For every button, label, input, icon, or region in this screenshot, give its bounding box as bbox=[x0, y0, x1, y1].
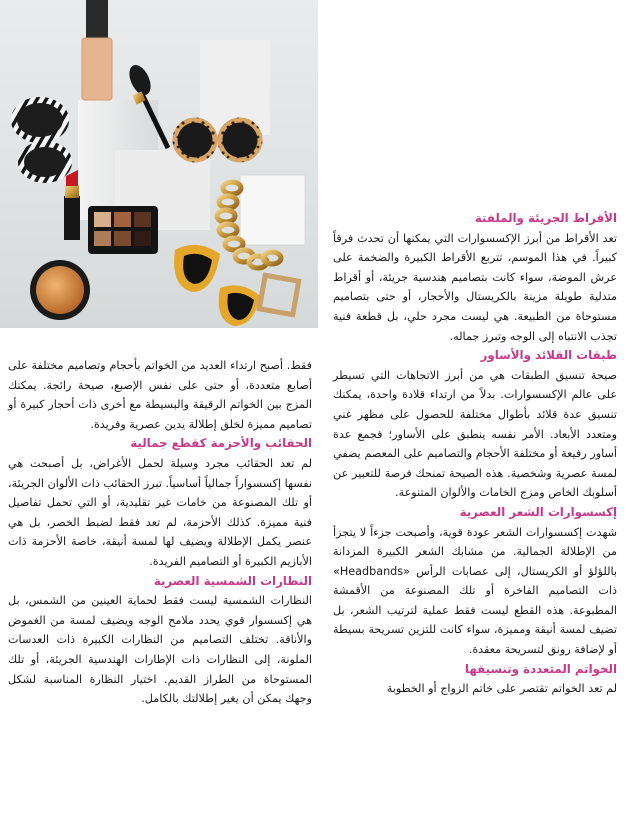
body-paragraph: النظارات الشمسية ليست فقط لحماية العينين من الشمس، بل هي إكسسوار قوي يحدد ملامح الوجه ويضيف لمسة من الغموض والأناقة. تختلف التصاميم من النظارات الكبيرة ذات العدسات الملونة، إلى النظارات ذات الإطارات الهندسية الجريئة، أو تلك المستوحاة من الطراز القديم. اختيار النظارة المناسبة لشكل وجهك يمكن أن يغير إطلالتك بالكامل. bbox=[8, 594, 312, 706]
eyeshadow-palette bbox=[88, 206, 158, 254]
section-heading: إكسسوارات الشعر العصرية bbox=[459, 504, 617, 519]
body-paragraph: صيحة تنسيق الطبقات هي من أبرز الاتجاهات التي تسيطر على عالم الإكسسوارات. بدلاً من ارتداء قلادة واحدة، يمكنك تنسيق عدة قلائد بأطوال مختلفة للحصول على مظهر غني ومتعدد الأبعاد. الأمر نفسه ينطبق على الأساور؛ فجمع عدة أساور رفيعة أو مختلفة الأحجام والتصاميم على المعصم يضفي لمسة عصرية وشخصية. هذه الصيحة تمنحك فرصة للتعبير عن أسلوبك الخاص ومزج الخامات والألوان المتنوعة. bbox=[333, 368, 617, 500]
accessories-illustration bbox=[0, 0, 318, 328]
body-paragraph: لم تعد الخواتم تقتصر على خاتم الزواج أو الخطوبة bbox=[386, 682, 617, 696]
article-column-left bbox=[8, 356, 312, 709]
white-pedestal bbox=[240, 175, 305, 245]
section-heading: النظارات الشمسية العصرية bbox=[153, 573, 312, 588]
sunglasses-zebra bbox=[14, 100, 69, 180]
bronzer-compact bbox=[30, 260, 90, 320]
section-heading: الأقراط الجريئة والملفتة bbox=[474, 211, 617, 225]
body-paragraph: لم تعد الحقائب مجرد وسيلة لحمل الأغراض، بل أصبحت هي نفسها إكسسواراً جمالياً أساسياً. تبرز الحقائب ذات الألوان الجريئة، أو تلك المصنوعة من خامات غير تقليدية، أو التي تحمل تفاصيل فنية مميزة. كذلك الأحزمة، لم تعد فقط لضبط الخصر، بل هي عنصر يكمل الإطلالة ويضيف لها لمسة أنيقة، خاصة الأحزمة ذات الأبازيم الكبيرة أو التصاميم الفريدة. bbox=[8, 456, 312, 568]
square-earring bbox=[259, 275, 298, 314]
body-paragraph: شهدت إكسسوارات الشعر عودة قوية، وأصبحت جزءاً لا يتجزأ من الإطلالة الجمالية. من مشابك الشعر الكبيرة المزدانة باللؤلؤ أو الكريستال، إلى عصابات الرأس «Headbands» ذات التصاميم الفاخرة أو تلك المصنوعة من الأقمشة المطبوعة. هذه القطع ليست فقط عملية لترتيب الشعر، بل تضيف لمسة أنيقة ومميزة، سواء كانت للتزين تسريحة بسيطة أو لإضافة رونق لتسريحة معقدة. bbox=[333, 525, 617, 657]
sunglasses-yellow bbox=[174, 245, 260, 326]
body-paragraph: فقط. أصبح ارتداء العديد من الخواتم بأحجام وتصاميم مختلفة على أصابع متعددة، أو حتى على نفس الإصبع، صيحة رائجة. يمكنك المزج بين الخواتم الرقيقة والبسيطة مع أخرى ذات أحجار كبيرة أو تصاميم مميزة لخلق إطلالة يدين عصرية وفريدة. bbox=[8, 359, 312, 431]
section-heading: الخواتم المتعددة وتنسيقها bbox=[464, 661, 617, 676]
accessories-photo bbox=[0, 0, 318, 328]
section-heading: الحقائب والأحزمة كقطع جمالية bbox=[130, 436, 312, 451]
lipstick bbox=[64, 170, 80, 240]
article-column-right bbox=[333, 209, 617, 699]
section-heading: طبقات القلائد والأساور bbox=[480, 348, 617, 363]
body-paragraph: تعد الأقراط من أبرز الإكسسوارات التي يمكنها أن تحدث فرقاً كبيراً. في هذا الموسم، تتربع الأقراط الكبيرة والضخمة على عرش الموضة، سواء كانت بتصاميم هندسية جريئة، أو أقراط متدلية طويلة مزينة بالكريستال والأحجار، أو حتى بتصاميم مستوحاة من الطبيعة. هي ليست مجرد حلي، بل قطعة فنية تجذب الانتباه إلى الوجه وتبرز جماله. bbox=[333, 231, 617, 343]
foundation-bottle bbox=[82, 0, 112, 100]
